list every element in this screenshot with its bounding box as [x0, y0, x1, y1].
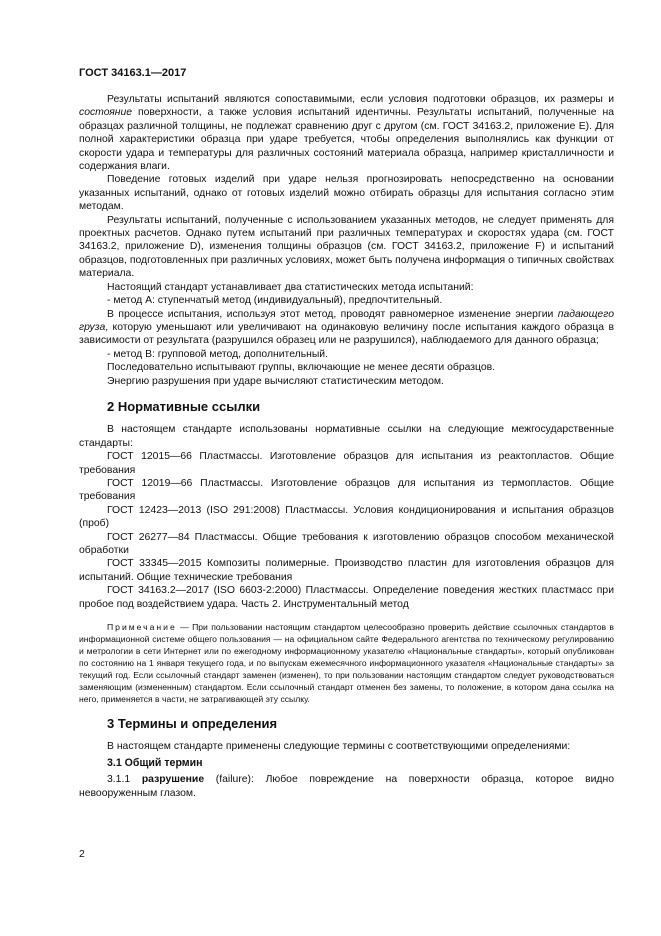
text: В процессе испытания, используя этот метод, проводят равномерное изменение энергии: [107, 308, 558, 320]
text: , которую уменьшают или увеличивают на одинаковую величину после испытания каждого образца в зависимости от результата (разрушился образец или не разрушился), наблюдаемого для данного образца;: [79, 321, 614, 347]
page-number: 2: [79, 848, 85, 860]
section-3-heading: 3 Термины и определения: [107, 716, 278, 732]
method-a-item: - метод A: ступенчатый метод (индивидуальный), предпочтительный.: [107, 295, 443, 307]
note-text: — При пользовании настоящим стандартом целесообразно проверить действие ссылочных стандартов в информационной системе общего пользования — на официальном сайте Федерального агентства по техническому регулированию и метрологии в сети Интернет или по ежегодному информационному указателю «Национальные стандарты», который опубликован по состоянию на 1 января текущего года, и по выпускам ежемесячного информационного указателя «Национальные стандарты» за текущий год. Если ссылочный стандарт заменен (изменен), то при пользовании настоящим стандартом следует руководствоваться заменяющим (измененным) стандартом. Если ссылочный стандарт отменен без замены, то положение, в котором дана ссылка на него, применяется в части, не затрагивающей эту ссылку.: [79, 622, 614, 705]
paragraph: [79, 308, 614, 348]
reference-item: ГОСТ 12423—2013 (ISO 291:2008) Пластмассы. Условия кондиционирования и испытания образцов (проб): [79, 504, 614, 530]
note: [79, 621, 614, 705]
term-def: (failure): Любое повреждение на поверхности образца, которое видно невооруженным глазом.: [79, 774, 615, 799]
paragraph: Поведение готовых изделий при ударе нельзя прогнозировать непосредственно на основании указанных испытаний, однако от готовых изделий можно отбирать образцы для испытания согласно этим методам.: [79, 174, 614, 213]
paragraph: [79, 93, 614, 173]
italic-text: состояние: [79, 107, 133, 119]
reference-item: ГОСТ 26277—84 Пластмассы. Общие требования к изготовлению образцов способом механической обработки: [79, 531, 614, 556]
method-b-item: - метод B: групповой метод, дополнительный.: [107, 348, 329, 360]
paragraph: Настоящий стандарт устанавливает два статистических метода испытаний:: [107, 281, 474, 293]
subsection-heading: 3.1 Общий термин: [107, 756, 203, 769]
reference-item: ГОСТ 33345—2015 Композиты полимерные. Производство пластин для изготовления образцов для испытаний. Общие технические требования: [79, 558, 614, 583]
paragraph: Последовательно испытывают группы, включающие не менее десяти образцов.: [107, 362, 496, 374]
paragraph: В настоящем стандарте применены следующие термины с соответствующими определениями:: [107, 741, 571, 753]
paragraph: Энергию разрушения при ударе вычисляют статистическим методом.: [107, 375, 444, 387]
term-definition: [79, 773, 614, 800]
note-label: Примечание: [107, 622, 177, 633]
page-header: ГОСТ 34163.1—2017: [79, 67, 187, 79]
paragraph: Результаты испытаний, полученные с использованием указанных методов, не следует применять для проектных расчетов. Однако путем испытаний при различных температурах и скоростях удара (см. ГОСТ 34163.2, приложение D), изменения толщины образцов (см. ГОСТ 34163.2, приложение F) и испытаний образцов, подготовленных при различных условиях, может быть получена информация о типичных свойствах материала.: [79, 214, 614, 280]
text: Результаты испытаний являются сопоставимыми, если условия подготовки образцов, их размеры и: [107, 94, 614, 105]
reference-item: ГОСТ 12019—66 Пластмассы. Изготовление образцов для испытания из термопластов. Общие требования: [79, 477, 614, 503]
text: поверхности, а также условия испытаний идентичны. Результаты испытаний, полученные на образцах различной толщины, не подлежат сравнению друг с другом (см. ГОСТ 34163.2, приложение E). Для полной характеристики образца при ударе требуется, чтобы определения выполнялись как функции от скорости удара и температуры для различных состояний материала образца, например кристалличности и содержания влаги.: [79, 107, 614, 173]
section-2-heading: 2 Нормативные ссылки: [107, 398, 261, 414]
page-content: [79, 93, 614, 800]
reference-item: ГОСТ 34163.2—2017 (ISO 6603-2:2000) Пластмассы. Определение поведения жестких пластмасс при пробое под воздействием удара. Часть 2. Инструментальный метод: [79, 585, 614, 610]
italic-text: падающего груза: [79, 308, 614, 333]
term-word: разрушение: [141, 774, 205, 786]
term-number: 3.1.1: [107, 774, 142, 786]
reference-item: ГОСТ 12015—66 Пластмассы. Изготовление образцов для испытания из реактопластов. Общие требования: [79, 451, 614, 476]
paragraph: В настоящем стандарте использованы нормативные ссылки на следующие межгосударственные стандарты:: [79, 424, 614, 449]
